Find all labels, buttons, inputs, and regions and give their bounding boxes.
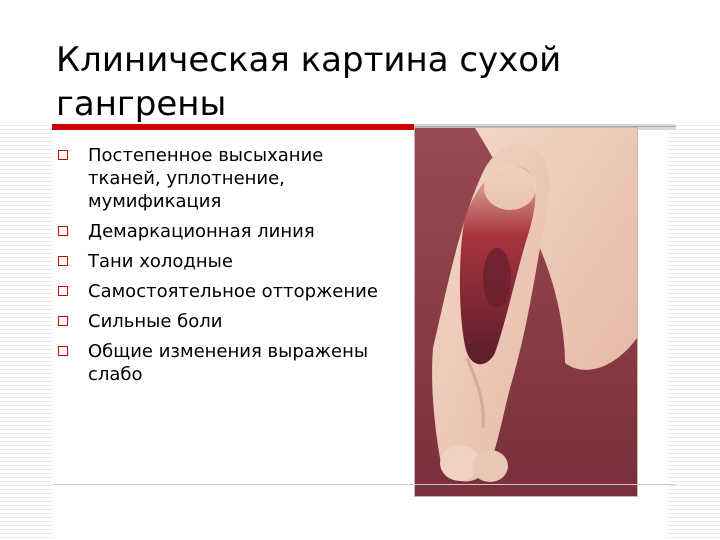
slide-title: Клиническая картина сухой гангрены xyxy=(56,40,562,124)
hollow-square-icon xyxy=(58,346,68,356)
bullet-list xyxy=(56,144,386,393)
hollow-square-icon xyxy=(58,316,68,326)
title-divider-accent xyxy=(52,124,414,130)
hollow-square-icon xyxy=(58,256,68,266)
hollow-square-icon xyxy=(58,286,68,296)
hollow-square-icon xyxy=(58,150,68,160)
bullet-item xyxy=(56,340,386,386)
hollow-square-icon xyxy=(58,226,68,236)
bullet-text: Общие изменения выражены слабо xyxy=(88,341,369,385)
bullet-text: Демаркационная линия xyxy=(88,221,315,242)
bullet-item xyxy=(56,250,386,273)
bullet-item xyxy=(56,220,386,243)
clinical-photo-illustration xyxy=(415,128,637,496)
footer-divider xyxy=(52,484,676,485)
decorative-stripes-left xyxy=(0,125,52,540)
bullet-item xyxy=(56,310,386,333)
decorative-stripes-right xyxy=(668,125,720,540)
bullet-text: Самостоятельное отторжение xyxy=(88,281,378,302)
bullet-text: Постепенное высыхание тканей, уплотнение, мумификация xyxy=(88,145,324,212)
bullet-item xyxy=(56,280,386,303)
bullet-text: Сильные боли xyxy=(88,311,223,332)
clinical-photo xyxy=(414,127,638,497)
bullet-item xyxy=(56,144,386,213)
bullet-text: Тани холодные xyxy=(88,251,233,272)
